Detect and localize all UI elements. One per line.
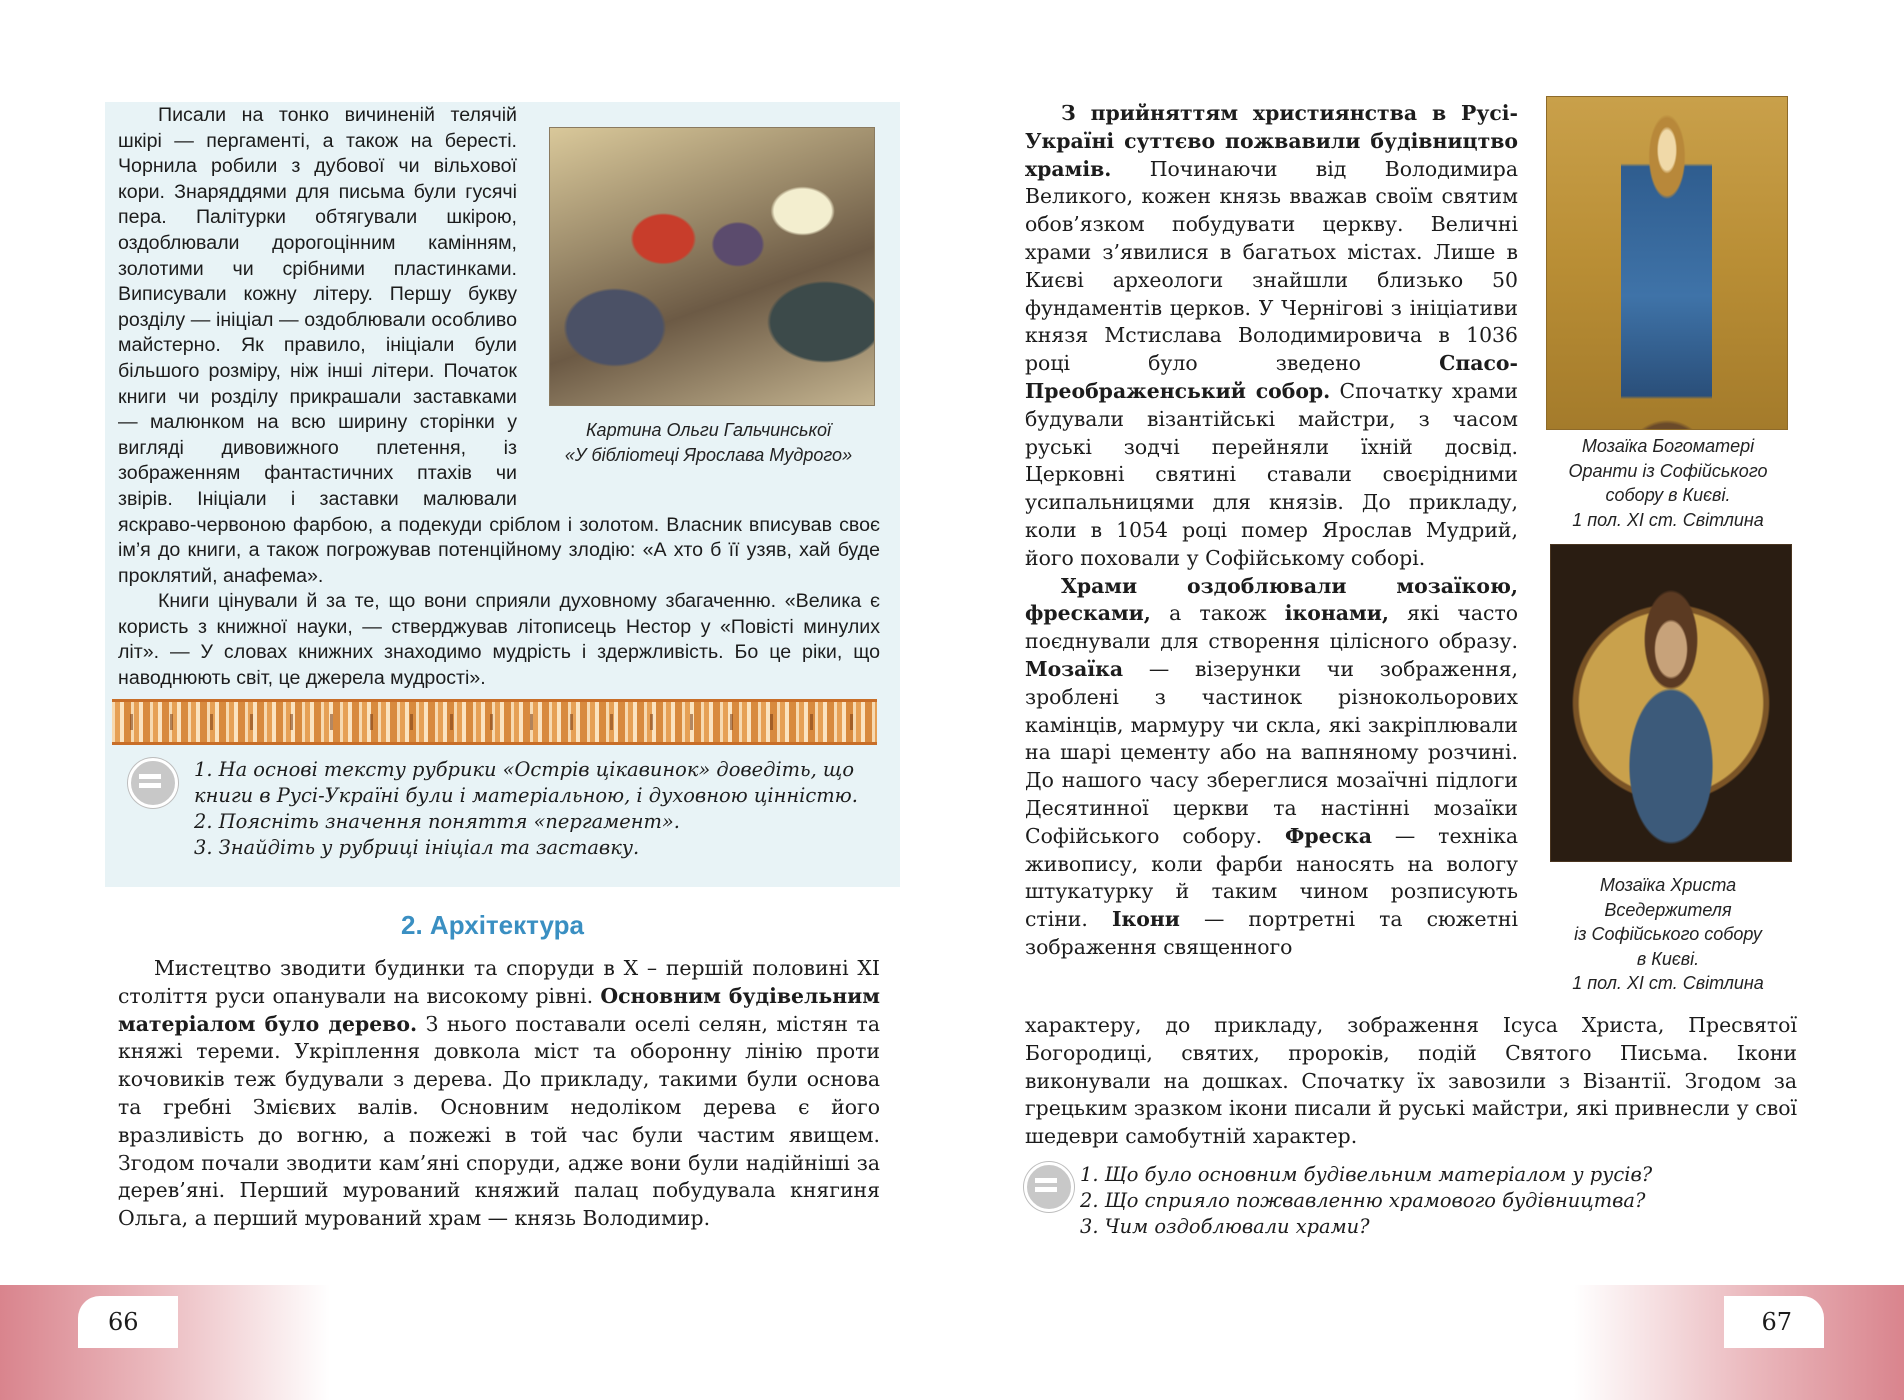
question-line: 2. Що сприяло пожвавленню храмового будівництва? [1080, 1189, 1646, 1212]
lesson-questions [1080, 1162, 1652, 1240]
arrow-question-icon [1024, 1162, 1074, 1212]
question-line: 2. Поясніть значення поняття «пергамент». [194, 810, 680, 833]
architecture-paragraph: Мистецтво зводити будинки та споруди в X – першій половині XI століття руси опанували на високому рівні. Основним будівельним матеріалом було дерево. З нього поставали оселі селян, містян та княжі тереми. Укріплення довкола міст та оборонну лінію проти кочовиків теж будували з дерева. До прикладу, такими були основа та гребні Змієвих валів. Основним недоліком дерева є його вразливість до вогню, а пожежі в той час були частим явищем. Згодом почали зводити кам’яні споруди, адже вони були надійніші за дерев’яні. Перший мурований княжий палац побудувала княгиня Ольга, а перший мурований храм — князь Володимир. [118, 956, 880, 1231]
ornament-headpiece [112, 699, 877, 745]
mosaic-oranta-image [1546, 96, 1788, 430]
painting-image [549, 127, 875, 406]
island-paragraph-2: Книги цінували й за те, що вони сприяли духовному збагаченню. «Велика є користь з книжної науки, — стверджував літописець Нестор у «Повісті минулих літ». — У словах книжних знаходимо мудрість і здержливість. Бо це ріки, що наводнюють світ, це джерела мудрості». [118, 590, 880, 690]
island-questions [194, 757, 858, 861]
page-number-left: 66 [78, 1296, 178, 1348]
island-text [118, 103, 880, 692]
page-number-right: 67 [1724, 1296, 1824, 1348]
painting-figure [537, 106, 880, 488]
mosaic-pantocrator-caption: Мозаїка Христа Вседержителя із Софійського собору в Києві. 1 пол. XI ст. Світлина [1572, 875, 1764, 993]
mosaic-pantocrator-image [1550, 544, 1792, 862]
section-title: 2. Архітектура [401, 910, 584, 940]
question-line: 1. На основі тексту рубрики «Острів цікавинок» доведіть, що [194, 758, 855, 781]
architecture-text [118, 955, 880, 1233]
churches-paragraph-1: З прийняттям християнства в Русі-Україні суттєво пожвавили будівництво храмів. Починаючи від Володимира Великого, кожен князь вважав своїм святим обов’язком побудувати церкву. Величні храми з’явилися в багатьох містах. Лише в Києві археологи знайшли близько 50 фундаментів церков. У Чернігові з ініціативи князя Мстислава Володимировича в 1036 році було зведено Спасо-Преображенський собор. Спочатку храми будували візантійські майстри, з часом руські зодчі перейняли їхній досвід. Церковні святині ставали своєрідними усипальницями для князів. До прикладу, коли в 1054 році помер Ярослав Мудрий, його поховали у Софійському соборі. [1025, 101, 1519, 570]
painting-caption: Картина Ольги Гальчинської «У бібліотеці Ярослава Мудрого» [564, 420, 853, 465]
island-paragraph-1: Писали на тонко вичиненій телячій шкірі — пергаменті, а також на бересті. Чорнила робили з дубової чи вільхової кори. Знаряддями для письма були гусячі пера. Палітурки обтягували шкірою, оздоблювали дорогоцінним камінням, золотими чи срібними пластинками. Виписували кожну літеру. Першу букву розділу — ініціал — оздоблювали особливо майстерно. Як правило, ініціали були більшого розміру, ніж інші літери. Початок книги чи розділу прикрашали заставками — малюнком на всю ширину сторінки у вигляді дивовижного плетення, із зображенням фантастичних птахів чи звірів. Ініціали і заставки малювали яскраво-червоною фарбою, а подекуди сріблом і золотом. Власник вписував своє ім’я до книги, а також погрожував потенційному злодію: «А хто б її узяв, хай буде проклятий, анафема». [118, 104, 880, 587]
mosaic-oranta-caption: Мозаїка Богоматері Оранти із Софійського собору в Києві. 1 пол. XI ст. Світлина [1568, 436, 1768, 530]
question-line: 1. Що було основним будівельним матеріалом у русів? [1080, 1163, 1653, 1186]
question-line: 3. Знайдіть у рубриці ініціал та заставку. [194, 836, 640, 859]
churches-paragraph-2-continued: характеру, до прикладу, зображення Ісуса Христа, Пресвятої Богородиці, святих, пророків, подій Святого Письма. Ікони виконували на дошках. Спочатку їх завозили з Візантії. Згодом за грецьким зразком ікони писали й руські майстри, які привнесли у свої шедеври самобутній характер. [1025, 1013, 1797, 1149]
question-line: книги в Русі-Україні були і матеріальною, і духовною цінністю. [194, 784, 858, 807]
churches-paragraph-2: Храми оздоблювали мозаїкою, фресками, а також іконами, які часто поєднували для створення цілісного образу. Мозаїка — візерунки чи зображення, зроблені з частинок різнокольорових камінців, мармуру чи скла, які закріплювали на шарі цементу або на вапняному розчині. До нашого часу збереглися мозаїчні підлоги Десятинної церкви та настінні мозаїки Софійського собору. Фреска — техніка живопису, коли фарби наносять на вологу штукатурку й таким чином розписують стіни. Ікони — портретні та сюжетні зображення священного [1025, 573, 1519, 959]
question-line: 3. Чим оздоблювали храми? [1080, 1215, 1370, 1238]
arrow-question-icon [128, 758, 178, 808]
churches-text [1025, 100, 1518, 962]
churches-text-continued [1025, 1012, 1797, 1151]
